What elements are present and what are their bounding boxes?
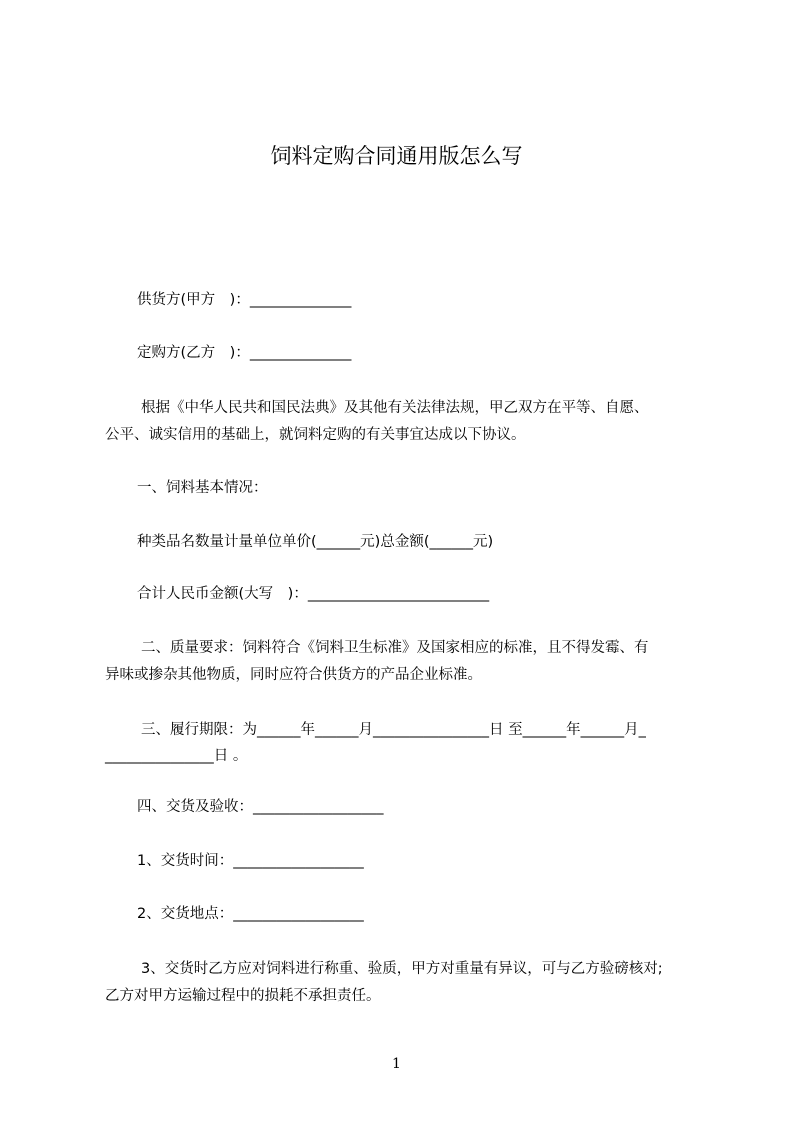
section2-line-2: 异味或掺杂其他物质，同时应符合供货方的产品企业标准。 [105, 667, 482, 683]
section4-item-3-line-1: 3、交货时乙方应对饲料进行称重、验质，甲方对重量有异议，可与乙方验磅核对; [141, 961, 663, 977]
section3-line-1: 三、履行期限：为______年______月________________日 至______年______月_ [141, 722, 646, 738]
intro-line-1: 根据《中华人民共和国民法典》及其他有关法律法规，甲乙双方在平等、自愿、 [141, 400, 649, 416]
section1-table-header: 种类品名数量计量单位单价(______元)总金额(______元) [137, 534, 494, 550]
intro-line-2: 公平、诚实信用的基础上，就饲料定购的有关事宜达成以下协议。 [105, 427, 526, 443]
document-title: 饲料定购合同通用版怎么写 [270, 144, 523, 168]
section3-line-2: _______________日 。 [105, 748, 248, 764]
supplier-line: 供货方(甲方 )：______________ [137, 292, 352, 308]
buyer-line: 定购方(乙方 )：______________ [137, 345, 352, 361]
section4-heading: 四、交货及验收：__________________ [137, 799, 384, 815]
section2-line-1: 二、质量要求：饲料符合《饲料卫生标准》及国家相应的标准，且不得发霉、有 [141, 640, 649, 656]
section4-item-3-line-2: 乙方对甲方运输过程中的损耗不承担责任。 [105, 988, 381, 1004]
section4-item-1: 1、交货时间：__________________ [137, 853, 364, 869]
page-number: 1 [392, 1056, 401, 1072]
section4-item-2: 2、交货地点：__________________ [137, 906, 364, 922]
section1-total: 合计人民币金额(大写 )：_________________________ [137, 586, 490, 602]
section1-heading: 一、饲料基本情况： [137, 480, 268, 496]
